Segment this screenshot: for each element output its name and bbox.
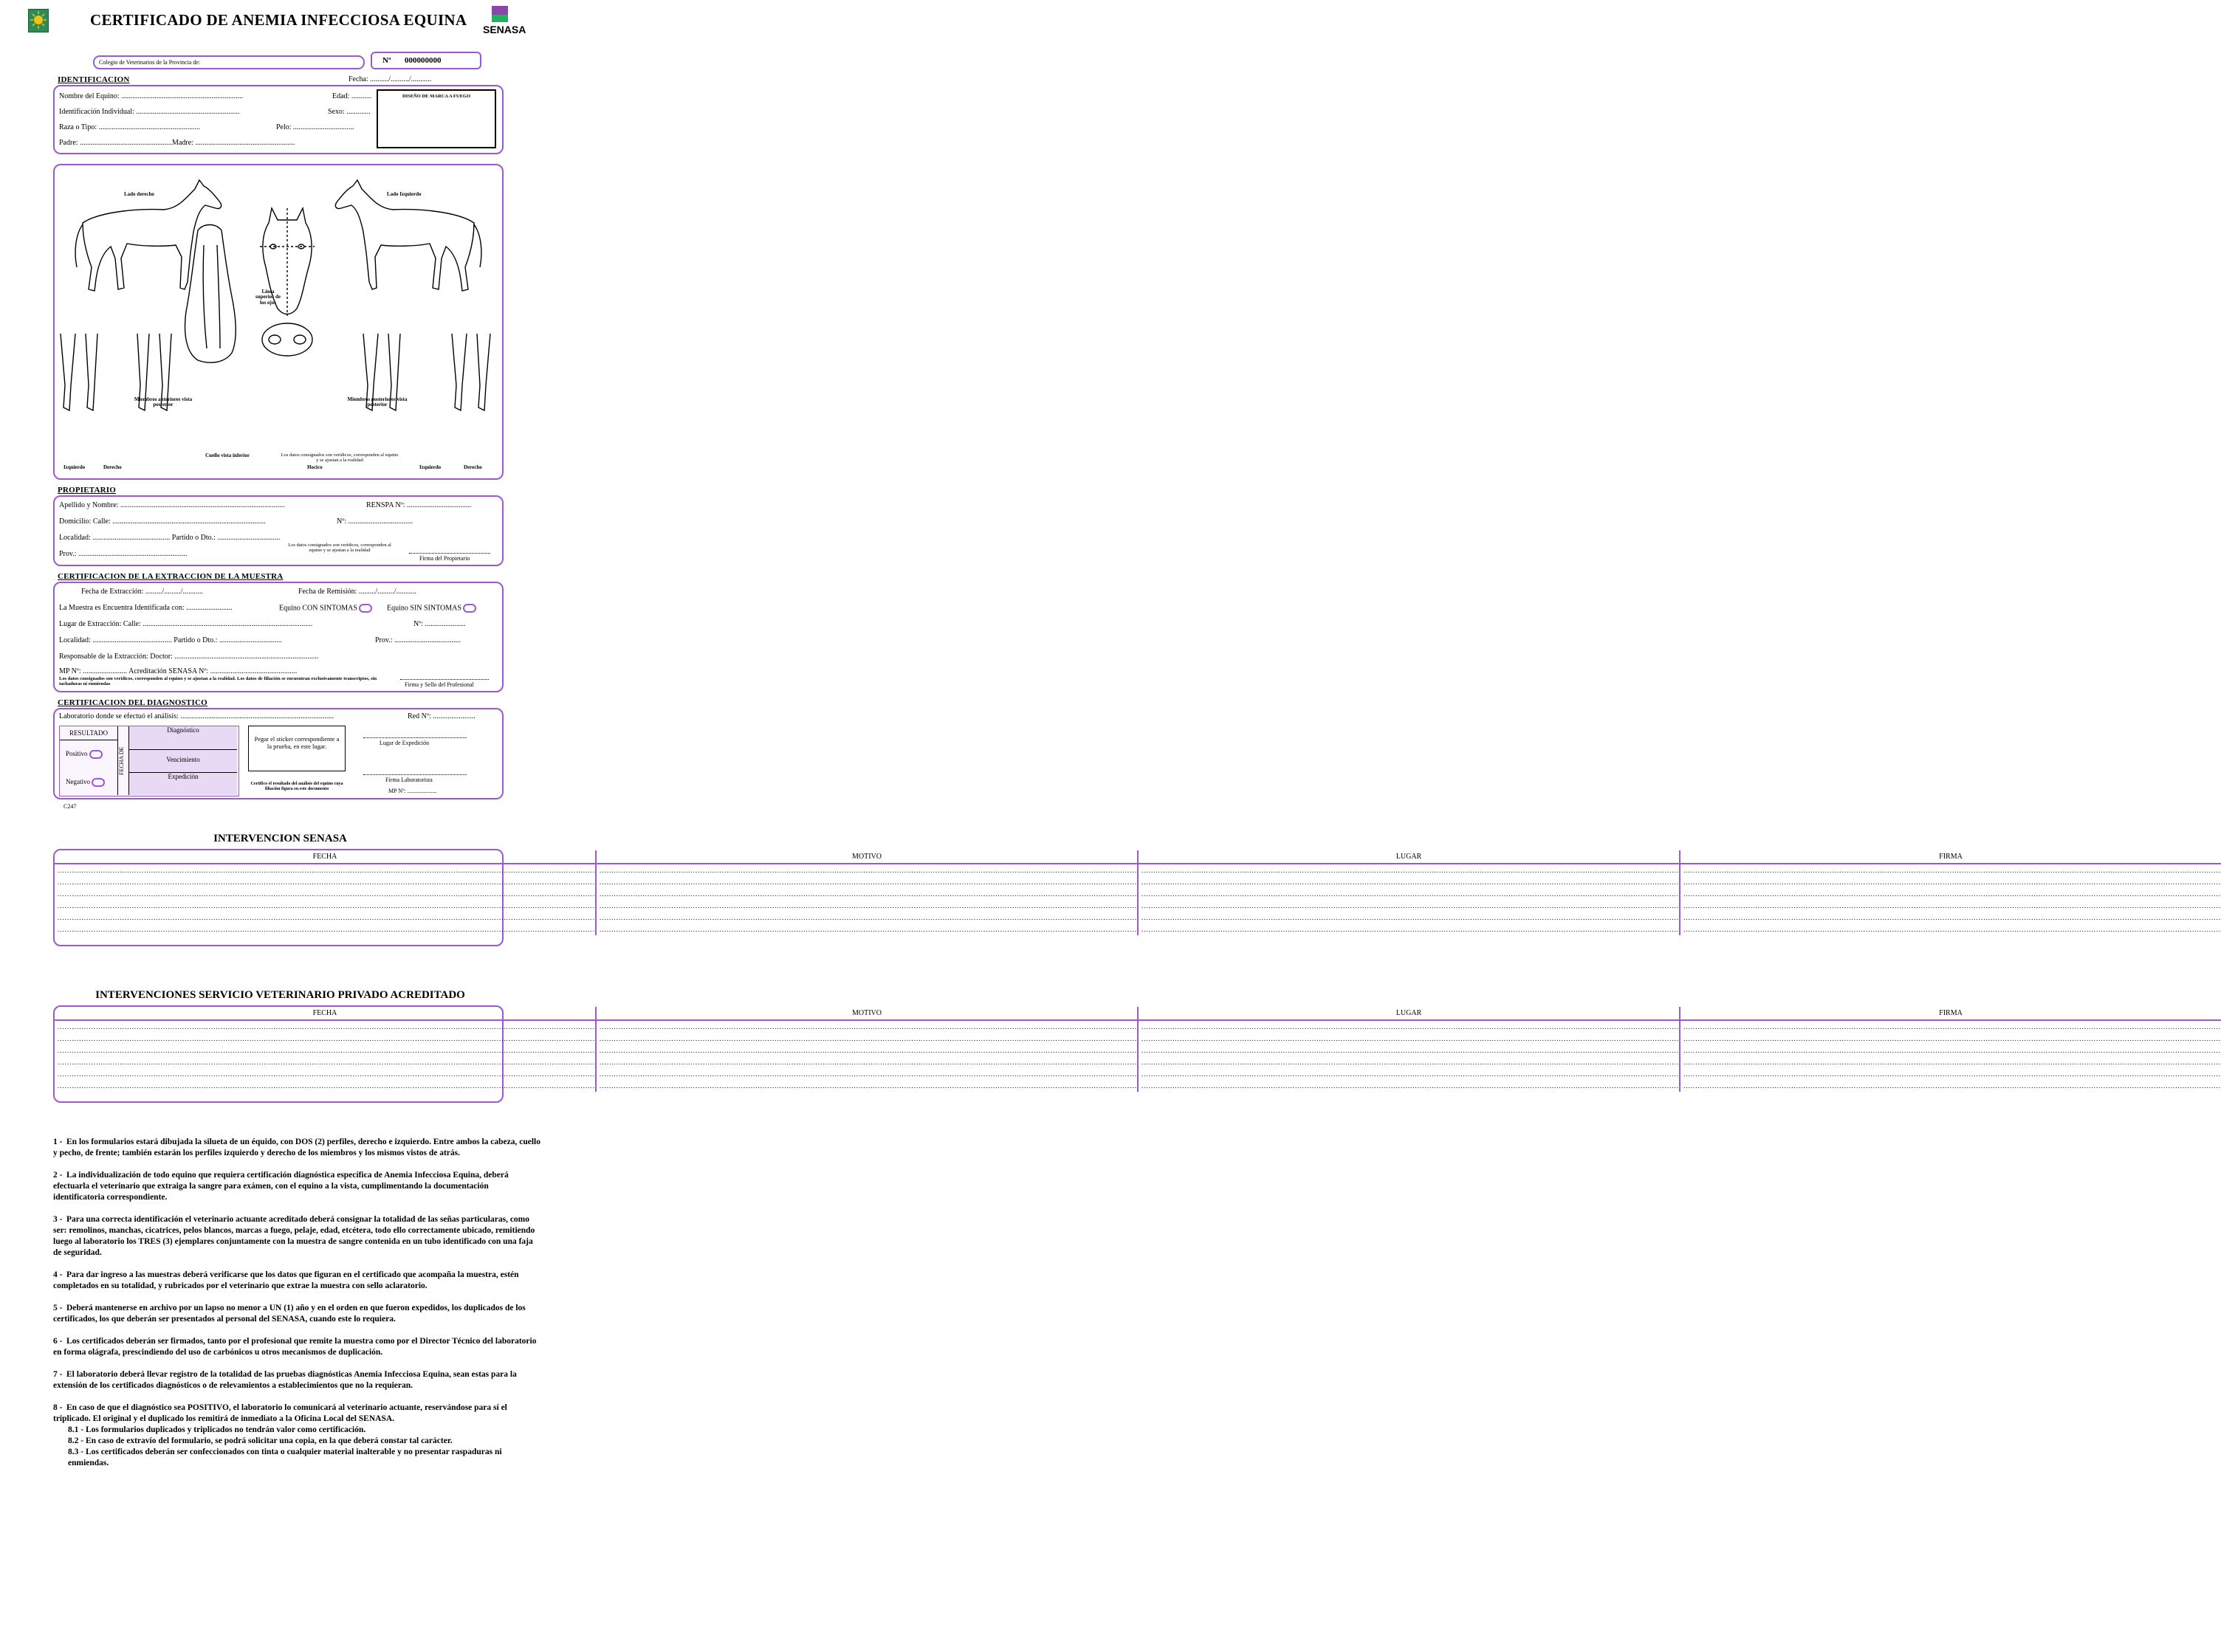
resultado-header: RESULTADO (60, 726, 118, 740)
col-lugar: LUGAR (1138, 1007, 1680, 1020)
senasa-logo (483, 6, 530, 37)
expedicion-date-field[interactable] (129, 773, 237, 795)
instruction-text: El laboratorio deberá llevar registro de la totalidad de las pruebas diagnósticas Anemia Infecciosa Equina, sean estas para la extensión de los certificados diagnósticos o de relevamientos a establecimientos que no la requieran. (53, 1370, 517, 1390)
vencimiento-date-field[interactable] (129, 750, 237, 773)
identificacion-title: IDENTIFICACION (58, 75, 130, 84)
table-row (55, 900, 2221, 912)
diagnostico-box (53, 708, 504, 799)
table-cell[interactable]: ................................................................................................................................................................................................................................ (55, 1044, 596, 1056)
table-cell[interactable]: ................................................................................................................................................................................................................................ (1138, 864, 1680, 876)
linea-superior-label: Línea superior de los ojos (255, 289, 281, 306)
numero-value: 000000000 (405, 56, 442, 65)
table-cell[interactable]: ................................................................................................................................................................................................................................ (55, 923, 596, 935)
instruction-number: 3 - (53, 1215, 63, 1224)
sexo-field[interactable]: Sexo: ............. (328, 108, 371, 116)
extraccion-declaracion: Los datos consignados son verídicos, corresponden al equino y se ajustan a la realidad. Los datos de filiación se encuentran exclusivamente transcriptos, sin tachaduras ni enmiendas (59, 676, 377, 687)
silueta-nota: Los datos consignados son verídicos, corresponden al equino y se ajustan a la realidad (281, 452, 399, 463)
intervencion-senasa-box (53, 849, 2221, 946)
izquierdo-label-2: Izquierdo (419, 464, 442, 470)
miembros-posteriores-label: Miembros posteriores vista posterior (347, 396, 408, 408)
logo-mark (492, 6, 508, 15)
table-cell[interactable]: ................................................................................................................................................................................................................................ (55, 912, 596, 923)
con-sintomas-label: Equino CON SINTOMAS (279, 604, 357, 613)
renspa-field[interactable]: RENSPA Nº: ................................... (366, 501, 472, 509)
pelo-field[interactable]: Pelo: ................................. (276, 123, 354, 131)
instruction-item (53, 1137, 540, 1159)
table-cell[interactable]: ................................................................................................................................................................................................................................ (1138, 1080, 1680, 1092)
table-cell[interactable]: ................................................................................................................................................................................................................................ (55, 888, 596, 900)
instruction-text: En los formularios estará dibujada la silueta de un équido, con DOS (2) perfiles, derecho e izquierdo. Entre ambos la cabeza, cuello y pecho, de frente; también estarán los perfiles izquierdo y derecho de los miembros y los mismos vistos de atrás. (53, 1138, 540, 1157)
table-row (55, 876, 2221, 888)
sin-sintomas-option[interactable] (387, 604, 476, 613)
positivo-option[interactable] (66, 750, 103, 759)
table-cell[interactable]: ................................................................................................................................................................................................................................ (596, 1080, 1138, 1092)
propietario-box (53, 495, 504, 566)
col-lugar: LUGAR (1138, 850, 1680, 864)
negativo-label: Negativo (66, 778, 90, 786)
instruction-item (53, 1303, 540, 1325)
sub-instruction: 8.3 - Los certificados deberán ser confeccionados con tinta o cualquier material inalterable y no presentar raspaduras ni enmiendas. (68, 1448, 502, 1467)
province-logo (28, 9, 49, 32)
instruction-text: En caso de que el diagnóstico sea POSITIVO, el laboratorio lo comunicará al veterinario actuante, reservándose para sí el triplicado. El original y el duplicado los remitirá de inmediato a la Oficina Local del SENASA. (53, 1403, 507, 1423)
fecha-extraccion-field[interactable]: Fecha de Extracción: ........./........./........... (81, 588, 203, 596)
colegio-field[interactable] (93, 55, 365, 69)
instruction-number: 5 - (53, 1304, 63, 1312)
vencimiento-label: Vencimiento (166, 756, 200, 763)
extraccion-localidad-field[interactable]: Localidad: ........................................... Partido o Dto.: .................................. (59, 636, 282, 644)
intervencion-privada-header-row (55, 1007, 2221, 1020)
table-cell[interactable]: ................................................................................................................................................................................................................................ (55, 876, 596, 888)
instruction-item (53, 1336, 540, 1358)
lab-mp-field[interactable]: MP Nº: .................... (388, 788, 437, 794)
intervencion-senasa-table (55, 850, 2221, 935)
lugar-extraccion-field[interactable]: Lugar de Extracción: Calle: ............................................................................................ (59, 620, 313, 628)
table-cell[interactable]: ................................................................................................................................................................................................................................ (1683, 1047, 2221, 1054)
expedicion-label: Expedición (168, 773, 199, 780)
hocico-label: Hocico (307, 464, 323, 470)
table-cell[interactable]: ................................................................................................................................................................................................................................ (596, 1068, 1138, 1080)
firma-laboratorista-label: Firma Laboratorista (385, 777, 433, 783)
table-row (55, 864, 2221, 876)
colegio-label: Colegio de Veterinarios de la Provincia de: (99, 59, 201, 66)
table-cell[interactable]: ................................................................................................................................................................................................................................ (1138, 888, 1680, 900)
table-cell[interactable]: ................................................................................................................................................................................................................................ (1683, 890, 2221, 898)
negativo-option[interactable] (66, 778, 105, 787)
senasa-brand: SENASA (483, 24, 526, 35)
localidad-field[interactable]: Localidad: .......................................... Partido o Dto.: .................................. (59, 534, 281, 542)
positivo-label: Positivo (66, 750, 88, 758)
table-cell[interactable]: ................................................................................................................................................................................................................................ (1138, 900, 1680, 912)
horse-silhouettes (53, 164, 504, 480)
apellido-nombre-field[interactable]: Apellido y Nombre: ......................................................................................... (59, 501, 285, 509)
table-cell[interactable]: ................................................................................................................................................................................................................................ (1683, 867, 2221, 874)
table-cell[interactable]: ................................................................................................................................................................................................................................ (55, 1020, 596, 1033)
con-sintomas-option[interactable] (279, 604, 372, 613)
certifico-label: Certifico el resultado del análisis del equino cuya filiación figura en este documento (250, 782, 343, 791)
page-title: CERTIFICADO DE ANEMIA INFECCIOSA EQUINA (90, 11, 467, 29)
fecha-field[interactable]: Fecha: ........../........../........... (349, 75, 432, 83)
fecha-remision-field[interactable]: Fecha de Remisión: ........./........./........... (298, 588, 416, 596)
lugar-expedicion-line[interactable] (363, 737, 467, 738)
sun-icon (29, 10, 48, 32)
diagnostico-date-field[interactable] (129, 726, 237, 750)
table-cell[interactable]: ................................................................................................................................................................................................................................ (1683, 902, 2221, 909)
lado-izquierdo-label: Lado Izquierdo (387, 191, 422, 197)
table-cell[interactable]: ................................................................................................................................................................................................................................ (596, 1020, 1138, 1033)
resultado-panel (59, 726, 239, 796)
instruction-text: Deberá mantenerse en archivo por un lapso no menor a UN (1) año y en el orden en que fueron expedidos, los duplicados de los certificados, los que deberán ser presentados al personal del SENASA, cuando este lo requiera. (53, 1304, 526, 1324)
intervencion-privada-box (53, 1005, 2221, 1103)
instruction-number: 4 - (53, 1270, 63, 1279)
instruction-text: La individualización de todo equino que requiera certificación diagnóstica específica de Anemia Infecciosa Equina, deberá efectuarla el veterinario que extraiga la sangre para exámen, con el equino a la vista, cumplimentando la documentación identificatoria correspondiente. (53, 1171, 509, 1202)
col-motivo: MOTIVO (596, 1007, 1138, 1020)
table-cell[interactable]: ................................................................................................................................................................................................................................ (1138, 1044, 1680, 1056)
table-row (55, 1033, 2221, 1044)
table-cell[interactable]: ................................................................................................................................................................................................................................ (1683, 1023, 2221, 1030)
sub-instruction: 8.1 - Los formularios duplicados y triplicados no tendrán valor como certificación. (68, 1425, 366, 1434)
padre-madre-field[interactable]: Padre: ..................................................Madre: ...................................................... (59, 139, 295, 147)
derecho-label-2: Derecho (464, 464, 482, 470)
con-sintomas-checkbox[interactable] (359, 604, 372, 613)
table-cell[interactable]: ................................................................................................................................................................................................................................ (55, 1080, 596, 1092)
identificacion-box (53, 85, 504, 154)
table-row (55, 1080, 2221, 1092)
table-cell[interactable]: ................................................................................................................................................................................................................................ (55, 1033, 596, 1044)
table-cell[interactable]: ................................................................................................................................................................................................................................ (1683, 926, 2221, 933)
table-cell[interactable]: ................................................................................................................................................................................................................................ (596, 900, 1138, 912)
table-cell[interactable]: ................................................................................................................................................................................................................................ (596, 923, 1138, 935)
table-cell[interactable]: ................................................................................................................................................................................................................................ (1683, 878, 2221, 886)
numero-label: Nº (382, 56, 391, 65)
table-row (55, 923, 2221, 935)
instruction-number: 1 - (53, 1138, 63, 1146)
nombre-equino-field[interactable]: Nombre del Equino: .................................................................. (59, 92, 244, 100)
table-cell[interactable]: ................................................................................................................................................................................................................................ (55, 900, 596, 912)
table-cell[interactable]: ................................................................................................................................................................................................................................ (596, 1033, 1138, 1044)
instruction-item (53, 1403, 540, 1469)
propietario-title: PROPIETARIO (58, 486, 117, 495)
col-motivo: MOTIVO (596, 850, 1138, 864)
col-firma: FIRMA (1680, 1007, 2221, 1020)
table-cell[interactable]: ................................................................................................................................................................................................................................ (1683, 1059, 2221, 1066)
instruction-item (53, 1170, 540, 1203)
col-fecha: FECHA (55, 850, 596, 864)
propietario-declaracion: Los datos consignados son verídicos, corresponden al equino y se ajustan a la realidad (288, 543, 391, 554)
marca-fuego-label: DISEÑO DE MARCA A FUEGO (402, 94, 471, 99)
firma-profesional-label: Firma y Sello del Profesional (405, 681, 474, 688)
firma-propietario-label: Firma del Propietario (419, 555, 470, 562)
lugar-expedicion-label: Lugar de Expedición (380, 740, 430, 746)
table-cell[interactable]: ................................................................................................................................................................................................................................ (596, 1044, 1138, 1056)
table-cell[interactable]: ................................................................................................................................................................................................................................ (596, 1056, 1138, 1068)
extraccion-provincia-field[interactable]: Prov.: .................................... (375, 636, 461, 644)
table-cell[interactable]: ................................................................................................................................................................................................................................ (1138, 1020, 1680, 1033)
marca-fuego-box[interactable] (377, 89, 496, 148)
instruction-number: 8 - (53, 1403, 63, 1412)
provincia-field[interactable]: Prov.: ........................................................... (59, 550, 188, 558)
extraccion-box (53, 582, 504, 692)
intervencion-senasa-title: INTERVENCION SENASA (213, 833, 347, 844)
negativo-checkbox[interactable] (92, 778, 105, 787)
extraccion-title: CERTIFICACION DE LA EXTRACCION DE LA MUESTRA (58, 572, 284, 581)
logo-mark-green (492, 15, 508, 22)
identificacion-individual-field[interactable]: Identificación Individual: ........................................................ (59, 108, 240, 116)
instruction-text: Los certificados deberán ser firmados, tanto por el profesional que remite la muestra como por el Director Técnico del laboratorio en forma olágrafa, prescindiendo del uso de carbónicos u otros mecanismos de duplicación. (53, 1337, 537, 1357)
table-row (55, 1044, 2221, 1056)
table-cell[interactable]: ................................................................................................................................................................................................................................ (1683, 1070, 2221, 1078)
instruction-text: Para una correcta identificación el veterinario actuante acreditado deberá consignar la totalidad de las señas particularas, como ser: remolinos, manchas, cicatrices, pelos blancos, marcas a fuego, pelaje, edad, etcétera, todo ello correctamente ubicado, remitiendo luego al laboratorio los TRES (3) ejemplares conjuntamente con la muestra de sangre contenida en un tubo identificado con una faja de seguridad. (53, 1215, 535, 1257)
instruction-item (53, 1369, 540, 1391)
table-cell[interactable]: ................................................................................................................................................................................................................................ (1138, 1068, 1680, 1080)
numero-box (371, 52, 481, 69)
sticker-area[interactable] (248, 726, 346, 771)
table-cell[interactable]: ................................................................................................................................................................................................................................ (1138, 923, 1680, 935)
col-fecha: FECHA (55, 1007, 596, 1020)
miembros-anteriores-label: Miembros anteriores vista posterior (134, 396, 193, 408)
raza-field[interactable]: Raza o Tipo: ....................................................... (59, 123, 201, 131)
sticker-label: Pegar el sticker correspondiente a la prueba, en este lugar. (254, 735, 340, 750)
diagnostico-title: CERTIFICACION DEL DIAGNOSTICO (58, 698, 207, 707)
table-cell[interactable]: ................................................................................................................................................................................................................................ (1683, 914, 2221, 921)
domicilio-field[interactable]: Domicilio: Calle: ................................................................................... (59, 517, 266, 526)
table-row (55, 1068, 2221, 1080)
mp-acreditacion-field[interactable]: MP Nº: ........................ Acreditación SENASA Nº: ............................................... (59, 667, 298, 675)
instruction-item (53, 1214, 540, 1259)
table-cell[interactable]: ................................................................................................................................................................................................................................ (55, 1068, 596, 1080)
cuello-inferior-label: Cuello vista inferior (205, 452, 250, 458)
table-cell[interactable]: ................................................................................................................................................................................................................................ (1683, 1082, 2221, 1090)
muestra-identificada-field[interactable]: La Muestra es Encuentra Identificada con: ......................... (59, 604, 233, 612)
neck-front-view (185, 225, 236, 363)
instruction-item (53, 1270, 540, 1292)
table-cell[interactable]: ................................................................................................................................................................................................................................ (1138, 1033, 1680, 1044)
izquierdo-label-1: Izquierdo (63, 464, 86, 470)
table-cell[interactable]: ................................................................................................................................................................................................................................ (55, 864, 596, 876)
lugar-numero-field[interactable]: Nº: ...................... (413, 620, 466, 628)
col-firma: FIRMA (1680, 850, 2221, 864)
sub-instruction: 8.2 - En caso de extravío del formulario, se podrá solicitar una copia, en la que deberá constar tal carácter. (68, 1436, 453, 1445)
table-cell[interactable]: ................................................................................................................................................................................................................................ (1138, 1056, 1680, 1068)
laboratorio-field[interactable]: Laboratorio donde se efectuó el análisis: ................................................................................... (59, 712, 334, 720)
responsable-field[interactable]: Responsable de la Extracción: Doctor: .............................................................................. (59, 653, 319, 661)
sin-sintomas-label: Equino SIN SINTOMAS (387, 604, 461, 613)
table-cell[interactable]: ................................................................................................................................................................................................................................ (596, 912, 1138, 923)
instruction-number: 6 - (53, 1337, 63, 1346)
intervencion-privada-title: INTERVENCIONES SERVICIO VETERINARIO PRIVADO ACREDITADO (95, 989, 465, 1001)
derecho-label-1: Derecho (103, 464, 122, 470)
instruction-number: 7 - (53, 1370, 63, 1379)
fecha-de-label: FECHA DE (117, 726, 129, 795)
muzzle-view (262, 323, 312, 356)
table-cell[interactable]: ................................................................................................................................................................................................................................ (55, 1056, 596, 1068)
lado-derecho-label: Lado derecho (124, 191, 154, 197)
instructions-list (53, 1137, 540, 1480)
sin-sintomas-checkbox[interactable] (463, 604, 476, 613)
diagnostico-label: Diagnóstico (167, 726, 199, 734)
form-code: C247 (63, 803, 77, 810)
red-field[interactable]: Red Nº: ....................... (408, 712, 476, 720)
table-row (55, 912, 2221, 923)
table-row (55, 1020, 2221, 1033)
domicilio-numero-field[interactable]: Nº: ................................... (337, 517, 413, 526)
instruction-text: Para dar ingreso a las muestras deberá verificarse que los datos que figuran en el certificado que acompaña la muestra, estén completados en su totalidad, y rubricados por el veterinario que extrae la muestra con sello aclaratorio. (53, 1270, 519, 1290)
table-cell[interactable]: ................................................................................................................................................................................................................................ (596, 864, 1138, 876)
positivo-checkbox[interactable] (89, 750, 103, 759)
table-cell[interactable]: ................................................................................................................................................................................................................................ (1683, 1035, 2221, 1042)
table-row (55, 1056, 2221, 1068)
table-cell[interactable]: ................................................................................................................................................................................................................................ (596, 888, 1138, 900)
table-cell[interactable]: ................................................................................................................................................................................................................................ (1138, 912, 1680, 923)
intervencion-privada-table (55, 1007, 2221, 1092)
table-cell[interactable]: ................................................................................................................................................................................................................................ (1138, 876, 1680, 888)
firma-laboratorista-line[interactable] (363, 774, 467, 775)
edad-field[interactable]: Edad: ........... (332, 92, 372, 100)
firma-propietario-line[interactable] (409, 553, 490, 554)
intervencion-senasa-header-row (55, 850, 2221, 864)
firma-profesional-line[interactable] (400, 679, 489, 680)
table-row (55, 888, 2221, 900)
table-cell[interactable]: ................................................................................................................................................................................................................................ (596, 876, 1138, 888)
instruction-number: 2 - (53, 1171, 63, 1180)
